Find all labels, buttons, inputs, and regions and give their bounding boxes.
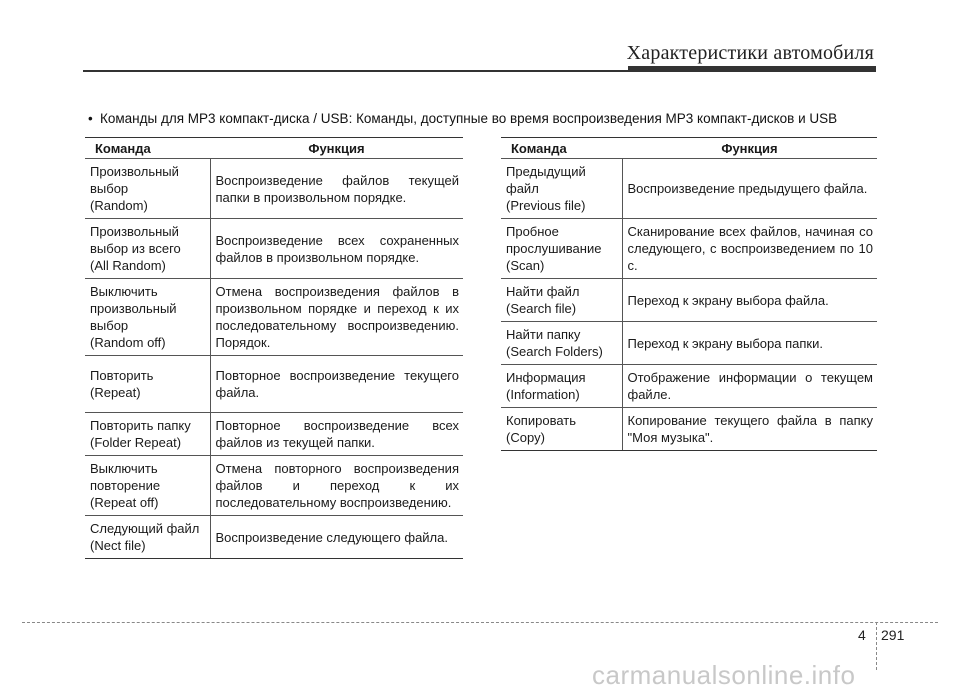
table-row xyxy=(85,279,463,356)
command-name-en: (Information) xyxy=(506,387,580,402)
function-cell: Сканирование всех файлов, начиная со следующего, с воспроизведением по 10 с. xyxy=(622,219,877,279)
table-row xyxy=(501,322,877,365)
table-row xyxy=(85,356,463,413)
command-cell xyxy=(85,159,210,219)
command-cell xyxy=(501,219,622,279)
command-cell xyxy=(85,356,210,413)
commands-table-left xyxy=(85,137,463,559)
table-header-row xyxy=(85,138,463,159)
command-name-en: (Nect file) xyxy=(90,538,146,553)
command-name: Найти папку xyxy=(506,327,581,342)
table-row xyxy=(501,408,877,451)
command-name: файл xyxy=(506,181,539,196)
command-name: Выключить xyxy=(90,461,158,476)
command-name: Предыдущий xyxy=(506,164,586,179)
header-rule-accent xyxy=(628,66,876,72)
column-header-function: Функция xyxy=(622,138,877,159)
command-name: повторение xyxy=(90,478,161,493)
command-cell xyxy=(501,365,622,408)
table-row xyxy=(85,456,463,516)
header-rule xyxy=(83,70,628,72)
bullet-icon: • xyxy=(88,111,93,126)
table-header-row xyxy=(501,138,877,159)
command-cell xyxy=(501,159,622,219)
command-cell xyxy=(85,413,210,456)
intro-paragraph xyxy=(88,111,837,126)
command-name: Повторить xyxy=(90,368,154,383)
function-cell: Отмена повторного воспроизведения файлов и переход к их последовательному воспроизведению. xyxy=(210,456,463,516)
table-row xyxy=(85,516,463,559)
footer-divider xyxy=(22,622,938,623)
command-name: Повторить папку xyxy=(90,418,191,433)
command-name-en: (All Random) xyxy=(90,258,166,273)
column-header-function: Функция xyxy=(210,138,463,159)
watermark: carmanualsonline.info xyxy=(592,660,856,689)
command-name: Найти файл xyxy=(506,284,580,299)
table-row xyxy=(501,365,877,408)
function-cell: Повторное воспроизведение текущего файла. xyxy=(210,356,463,413)
function-cell: Воспроизведение следующего файла. xyxy=(210,516,463,559)
command-name-en: (Repeat) xyxy=(90,385,141,400)
table-row xyxy=(85,219,463,279)
table-row xyxy=(501,159,877,219)
function-cell: Копирование текущего файла в папку "Моя музыка". xyxy=(622,408,877,451)
footer-page-divider xyxy=(876,622,877,670)
function-cell: Воспроизведение файлов текущей папки в произвольном порядке. xyxy=(210,159,463,219)
command-name-en: (Search file) xyxy=(506,301,577,316)
command-name: прослушивание xyxy=(506,241,602,256)
command-name: произвольный xyxy=(90,301,177,316)
command-name: Произвольный xyxy=(90,224,179,239)
table-row xyxy=(85,413,463,456)
page-title: Характеристики автомобиля xyxy=(626,42,874,64)
command-name-en: (Scan) xyxy=(506,258,545,273)
function-cell: Отображение информации о текущем файле. xyxy=(622,365,877,408)
command-name: Информация xyxy=(506,370,586,385)
command-name-en: (Repeat off) xyxy=(90,495,159,510)
column-header-command: Команда xyxy=(85,138,210,159)
command-name: Пробное xyxy=(506,224,559,239)
command-name-en: (Random off) xyxy=(90,335,166,350)
command-cell xyxy=(85,279,210,356)
command-name: Следующий файл xyxy=(90,521,200,536)
function-cell: Воспроизведение всех сохраненных файлов в произвольном порядке. xyxy=(210,219,463,279)
function-cell: Переход к экрану выбора папки. xyxy=(622,322,877,365)
table-row xyxy=(85,159,463,219)
chapter-number: 4 xyxy=(858,627,866,643)
command-cell xyxy=(501,279,622,322)
command-name-en: (Copy) xyxy=(506,430,546,445)
column-header-command: Команда xyxy=(501,138,622,159)
command-name: Копировать xyxy=(506,413,576,428)
command-name-en: (Search Folders) xyxy=(506,344,603,359)
command-name: выбор из всего xyxy=(90,241,181,256)
command-cell xyxy=(501,408,622,451)
commands-table-right xyxy=(501,137,877,451)
command-name-en: (Folder Repeat) xyxy=(90,435,182,450)
command-name-en: (Previous file) xyxy=(506,198,586,213)
table-row xyxy=(501,279,877,322)
function-cell: Повторное воспроизведение всех файлов из текущей папки. xyxy=(210,413,463,456)
intro-text: Команды для MP3 компакт-диска / USB: Команды, доступные во время воспроизведения MP3 компакт-дисков и USB xyxy=(100,111,838,126)
function-cell: Переход к экрану выбора файла. xyxy=(622,279,877,322)
command-cell xyxy=(85,516,210,559)
command-name: Произвольный xyxy=(90,164,179,179)
table-row xyxy=(501,219,877,279)
command-name: Выключить xyxy=(90,284,158,299)
command-cell xyxy=(85,219,210,279)
page-number: 291 xyxy=(881,627,905,643)
command-name: выбор xyxy=(90,318,129,333)
command-name: выбор xyxy=(90,181,129,196)
command-name-en: (Random) xyxy=(90,198,148,213)
function-cell: Воспроизведение предыдущего файла. xyxy=(622,159,877,219)
command-cell xyxy=(501,322,622,365)
function-cell: Отмена воспроизведения файлов в произвольном порядке и переход к их последовательному воспроизведению. Порядок. xyxy=(210,279,463,356)
command-cell xyxy=(85,456,210,516)
